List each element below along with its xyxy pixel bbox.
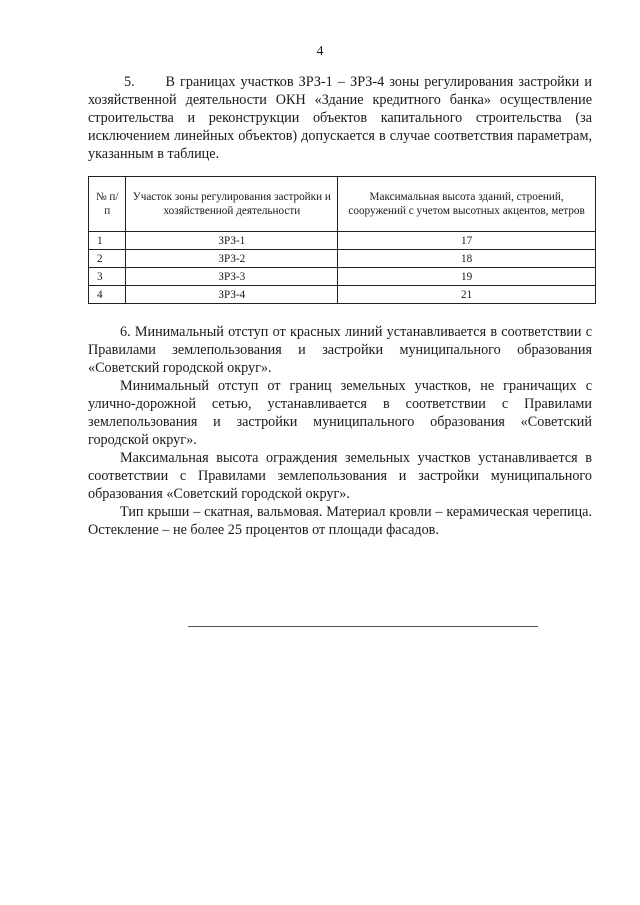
header-max-height: Максимальная высота зданий, строений, сооружений с учетом высотных акцентов, метров xyxy=(338,177,596,232)
table-row xyxy=(89,268,596,286)
parameters-table xyxy=(88,176,596,304)
header-number: № п/п xyxy=(89,177,126,232)
page-number: 4 xyxy=(316,44,324,59)
paragraph-7: Минимальный отступ от границ земельных участков, не граничащих с улично-дорожной сетью, устанавливается в соответствии с Правилами землепользования и застройки муниципального образования «Советский городской округ». xyxy=(88,378,592,448)
row-zone: ЗРЗ-1 xyxy=(126,232,338,250)
row-number: 4 xyxy=(89,286,126,304)
row-max-height: 19 xyxy=(338,268,596,286)
paragraph-6: 6. Минимальный отступ от красных линий устанавливается в соответствии с Правилами землепользования и застройки муниципального образования «Советский городской округ». xyxy=(88,324,592,376)
paragraph-5: 5. В границах участков ЗРЗ-1 – ЗРЗ-4 зоны регулирования застройки и хозяйственной деятельности ОКН «Здание кредитного банка» осуществление строительства и реконструкции объектов капитального строительства (за исключением линейных объектов) допускается в случае соответствия параметрам, указанным в таблице. xyxy=(88,74,592,162)
row-zone: ЗРЗ-3 xyxy=(126,268,338,286)
row-number: 1 xyxy=(89,232,126,250)
row-max-height: 18 xyxy=(338,250,596,268)
signature-line xyxy=(188,626,538,627)
table-row xyxy=(89,250,596,268)
table-row xyxy=(89,286,596,304)
table-header-row xyxy=(89,177,596,232)
table-row xyxy=(89,232,596,250)
header-zone: Участок зоны регулирования застройки и хозяйственной деятельности xyxy=(126,177,338,232)
row-max-height: 21 xyxy=(338,286,596,304)
row-zone: ЗРЗ-4 xyxy=(126,286,338,304)
row-zone: ЗРЗ-2 xyxy=(126,250,338,268)
row-number: 3 xyxy=(89,268,126,286)
row-number: 2 xyxy=(89,250,126,268)
paragraph-9: Тип крыши – скатная, вальмовая. Материал кровли – керамическая черепица. Остекление – не более 25 процентов от площади фасадов. xyxy=(88,504,592,538)
paragraph-8: Максимальная высота ограждения земельных участков устанавливается в соответствии с Правилами землепользования и застройки муниципального образования «Советский городской округ». xyxy=(88,450,592,502)
row-max-height: 17 xyxy=(338,232,596,250)
